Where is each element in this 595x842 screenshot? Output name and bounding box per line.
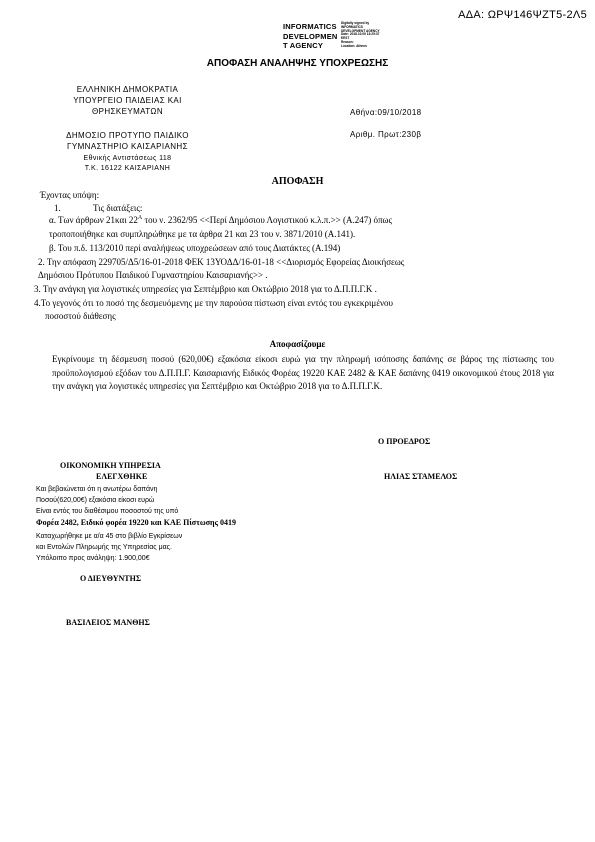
finance-line: και Εντολών Πληρωμής της Υπηρεσίας μας. — [36, 544, 172, 551]
finance-line: Είναι εντός του διαθέσιμου ποσοστού της υπό — [36, 508, 179, 515]
authority-line: ΕΛΛΗΝΙΚΗ ΔΗΜΟΚΡΑΤΙΑ — [76, 85, 179, 94]
signature-line: Date: 2018.10.09 13:25:37 — [341, 32, 380, 37]
item-4-line-2: ποσοστού διάθεσης — [45, 311, 116, 321]
signature-line: Reason: — [341, 39, 354, 44]
item-2-line-1: 2. Την απόφαση 229705/Δ5/16-01-2018 ΦΕΚ 13ΥΟΔΔ/16-01-18 <<Διορισμός Εφορείας Διοικήσεως — [38, 257, 405, 267]
logo-line: DEVELOPMEN — [283, 31, 338, 41]
item-1-text: Τις διατάξεις: — [93, 203, 143, 213]
signature-line: Digitally signed by — [341, 21, 370, 25]
document-date: Αθήνα:09/10/2018 — [350, 108, 422, 117]
school-block — [60, 130, 195, 152]
digital-signature-stamp — [283, 21, 380, 51]
ada-code: ΑΔΑ: ΩΡΨ146ΨΖΤ5-2Λ5 — [458, 9, 587, 21]
logo-line: T AGENCY — [283, 41, 324, 50]
school-address — [60, 154, 195, 174]
authority-line: ΥΠΟΥΡΓΕΙΟ ΠΑΙΔΕΙΑΣ ΚΑΙ — [73, 96, 182, 105]
director-name: ΒΑΣΙΛΕΙΟΣ ΜΑΝΘΗΣ — [66, 618, 150, 627]
school-line: ΔΗΜΟΣΙΟ ΠΡΟΤΥΠΟ ΠΑΙΔΙΚΟ — [66, 131, 189, 140]
item-a-post: του ν. 2362/95 <<Περί Δημόσιου Λογιστικού κ.λ.π.>> (Α.247) όπως — [142, 215, 393, 225]
decide-text: Εγκρίνουμε τη δέσμευση ποσού (620,00€) εξακόσια είκοσι ευρώ για την πληρωμή ισόποσης δαπάνης σε βάρος της πίστωσης του προϋπολογισμού εξόδων του Δ.Π.Π.Γ. Καισαριανής Ειδικός Φορέας 19220 ΚΑΕ 2482 & ΚΑΕ δαπάνης 0419 οικονομικού έτους 2018 για την ανάγκη για λογιστικές υπηρεσίες για Σεπτέμβριο και Οκτώβριο 2018 για το Δ.Π.Π.Γ.Κ. — [52, 354, 554, 391]
finance-subheading: ΕΛΕΓΧΘΗΚΕ — [96, 472, 148, 481]
decision-heading: ΑΠΟΦΑΣΗ — [271, 176, 324, 187]
finance-line: Ποσού(620,00€) εξακόσια είκοσι ευρώ — [36, 497, 155, 504]
finance-lines-2 — [36, 531, 182, 564]
finance-bold-line: Φορέα 2482, Ειδικό φορέα 19220 και ΚΑΕ Πίστωσης 0419 — [36, 518, 236, 527]
address-line: Εθνικής Αντιστάσεως 118 — [83, 155, 172, 162]
president-title: Ο ΠΡΟΕΔΡΟΣ — [378, 437, 431, 446]
logo-line: INFORMATICS — [283, 22, 337, 31]
authority-line: ΘΡΗΣΚΕΥΜΑΤΩΝ — [92, 107, 163, 116]
signature-line: DEVELOPMENT AGENCY — [341, 28, 380, 33]
signature-line: Location: Athens — [341, 43, 367, 48]
item-a-line-2: τροποποιήθηκε και συμπληρώθηκε με τα άρθρα 21 και 23 του ν. 3871/2010 (Α.141). — [49, 229, 356, 239]
item-1-number: 1. — [54, 203, 61, 213]
finance-line: Καταχωρήθηκε με α/α 45 στο βιβλίο Εγκρίσεων — [36, 533, 183, 540]
finance-lines — [36, 484, 178, 517]
document-title: ΑΠΟΦΑΣΗ ΑΝΑΛΗΨΗΣ ΥΠΟΧΡΕΩΣΗΣ — [206, 58, 389, 69]
decide-heading: Αποφασίζουμε — [269, 339, 326, 349]
item-3-line: 3. Την ανάγκη για λογιστικές υπηρεσίες για Σεπτέμβριο και Οκτώβριο 2018 για το Δ.Π.Π.Γ.Κ . — [34, 284, 377, 294]
signature-line: EEST — [341, 36, 350, 41]
authority-block — [60, 84, 195, 117]
protocol-number: Αριθμ. Πρωτ:230β — [350, 130, 422, 139]
finance-line: Και βεβαιώνεται ότι η ανωτέρω δαπάνη — [36, 486, 158, 493]
address-line: Τ.Κ. 16122 ΚΑΙΣΑΡΙΑΝΗ — [84, 165, 171, 172]
director-title: Ο ΔΙΕΥΘΥΝΤΗΣ — [80, 574, 142, 583]
item-a-pre: α. Των άρθρων 21και 22 — [49, 215, 138, 225]
finance-line: Υπόλοιπο προς ανάληψη: 1.900,00€ — [36, 555, 150, 562]
item-2-line-2: Δημόσιου Πρότυπου Παιδικού Γυμναστηρίου Καισαριανής>> . — [38, 270, 268, 280]
president-name: ΗΛΙΑΣ ΣΤΑΜΕΛΟΣ — [384, 472, 458, 481]
item-4-line-1: 4.Το γεγονός ότι το ποσό της δεσμευόμενης με την παρούσα πίστωση είναι εντός του εγκεκριμένου — [34, 298, 393, 308]
signature-line: INFORMATICS — [341, 24, 363, 29]
school-line: ΓΥΜΝΑΣΤΗΡΙΟ ΚΑΙΣΑΡΙΑΝΗΣ — [67, 142, 188, 151]
item-a-sup: Α — [137, 215, 143, 221]
signature-details — [341, 22, 380, 49]
item-a-line-1 — [49, 215, 392, 225]
finance-heading: ΟΙΚΟΝΟΜΙΚΗ ΥΠΗΡΕΣΙΑ — [60, 461, 161, 470]
item-b-line: β. Του π.δ. 113/2010 περί αναλήψεως υποχρεώσεων από τους Διατάκτες (Α.194) — [49, 243, 341, 253]
considering-intro: Έχοντας υπόψη: — [40, 190, 100, 200]
